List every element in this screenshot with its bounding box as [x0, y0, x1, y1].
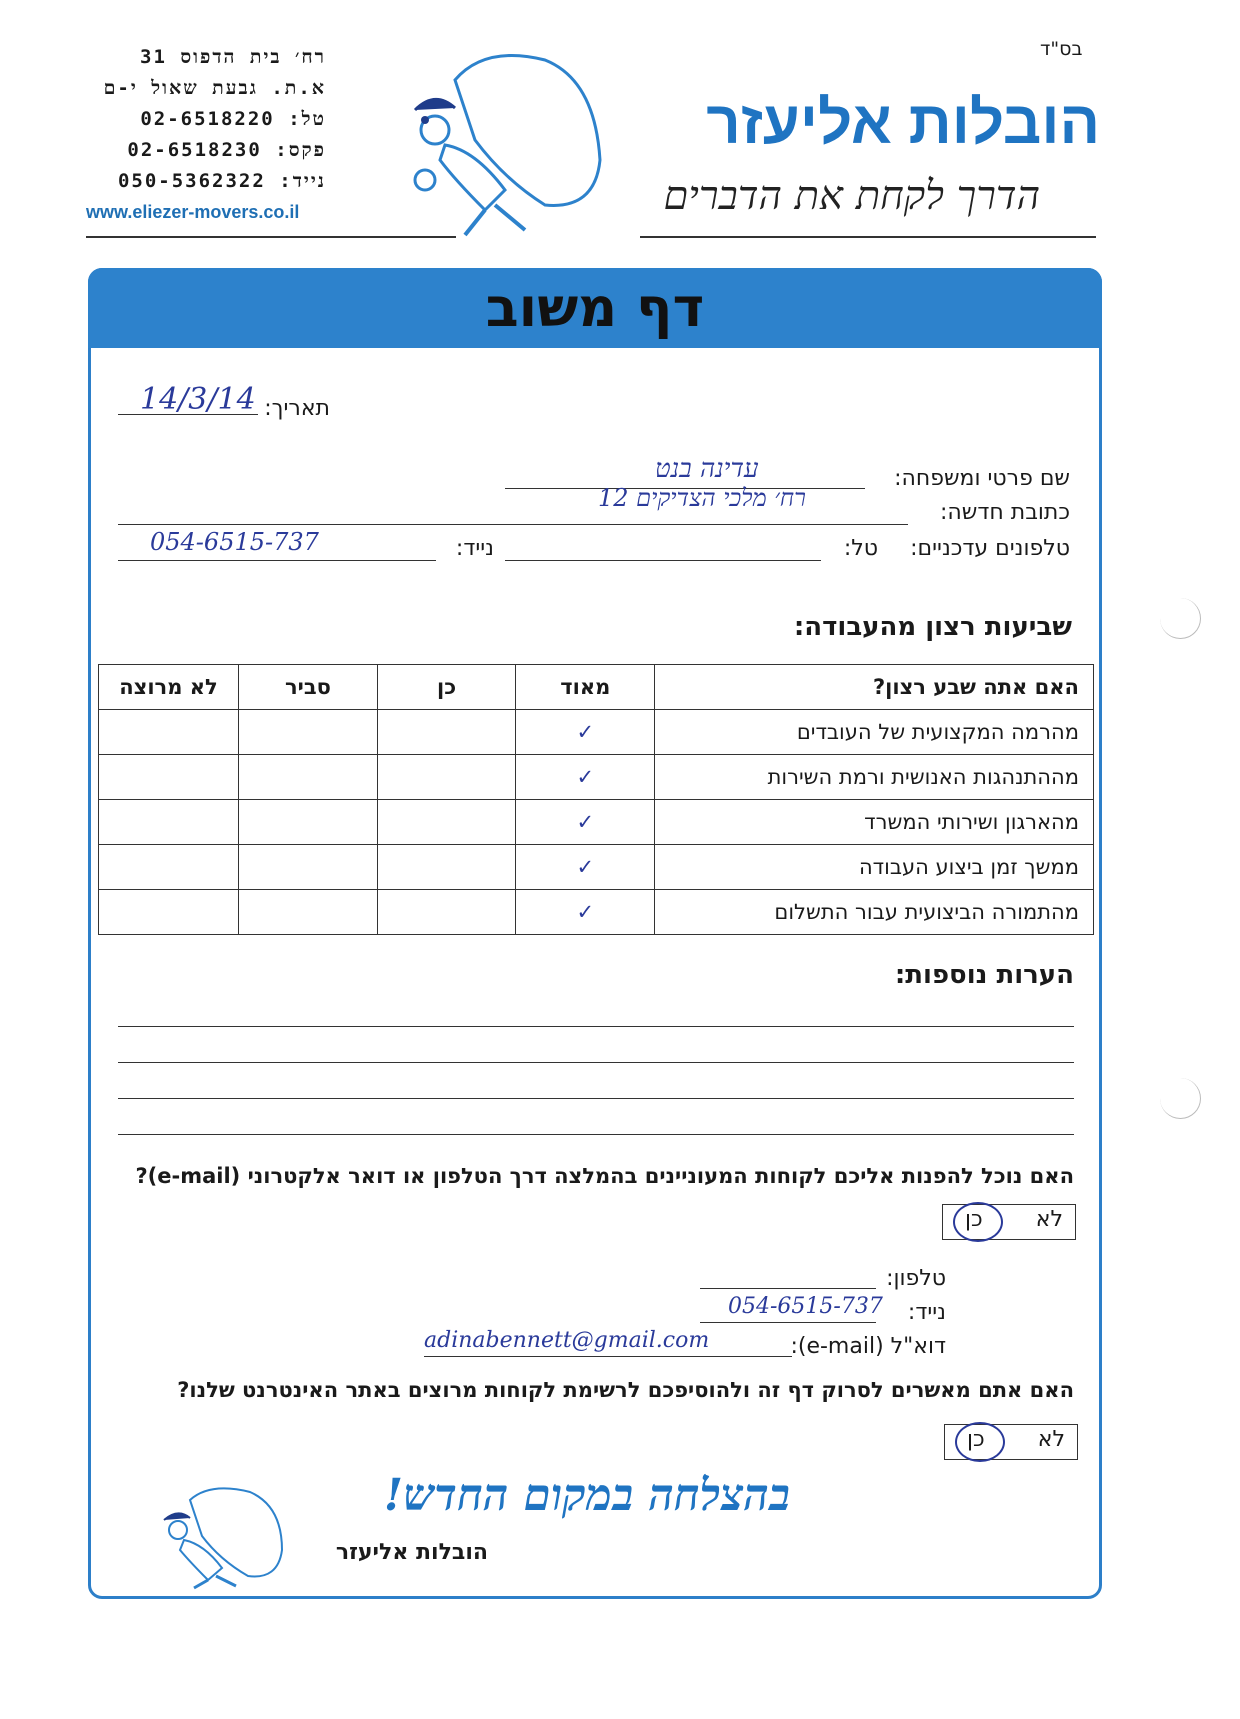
survey-cell-very-checked[interactable]: ✓ — [516, 890, 655, 935]
survey-row — [99, 890, 1094, 935]
survey-cell-very-checked[interactable]: ✓ — [516, 845, 655, 890]
survey-row — [99, 800, 1094, 845]
survey-cell-not-satisfied[interactable] — [99, 890, 239, 935]
survey-cell-yes[interactable] — [378, 890, 516, 935]
survey-cell-fair[interactable] — [238, 890, 377, 935]
contact-mobile-value: 050-5362322 — [117, 170, 266, 192]
survey-cell-very-checked[interactable]: ✓ — [516, 755, 655, 800]
survey-cell-fair[interactable] — [238, 755, 377, 800]
binder-hole — [1160, 1078, 1201, 1119]
phones-label: טלפונים עדכניים: — [910, 536, 1070, 561]
referral-mobile-field[interactable] — [700, 1294, 883, 1323]
publish-no-option[interactable]: לא — [1037, 1427, 1065, 1452]
referral-yes-no-box — [942, 1204, 1076, 1240]
contact-area: א.ת. גבעת שאול י-ם — [103, 77, 326, 99]
address-field[interactable] — [118, 484, 908, 525]
survey-cell-yes[interactable] — [378, 710, 516, 755]
survey-row — [99, 845, 1094, 890]
company-name: הובלות אליעזר — [706, 89, 1100, 156]
contact-fax — [86, 135, 326, 166]
referral-tel-field[interactable] — [700, 1262, 876, 1289]
referral-yes-option[interactable]: כן — [965, 1207, 983, 1232]
form-title: דף משוב — [485, 276, 705, 339]
survey-question: מההתנהגות האנושית ורמת השירות — [655, 755, 1094, 800]
survey-cell-yes[interactable] — [378, 845, 516, 890]
survey-cell-yes[interactable] — [378, 755, 516, 800]
phones-tel-field[interactable] — [505, 530, 821, 561]
survey-table — [98, 664, 1094, 935]
bsd-mark: בס"ד — [1040, 38, 1083, 60]
mover-mascot-icon — [395, 40, 615, 240]
survey-cell-not-satisfied[interactable] — [99, 845, 239, 890]
address-value: רח׳ מלכי הצדיקים 12 — [598, 484, 806, 512]
survey-row — [99, 755, 1094, 800]
contact-mobile-label: נייד: — [279, 170, 326, 192]
phones-tel-label: טל: — [843, 536, 878, 561]
notes-line[interactable] — [118, 1098, 1074, 1099]
mover-mascot-small-icon — [150, 1480, 290, 1590]
survey-section-title: שביעות רצון מהעבודה: — [793, 612, 1072, 642]
referral-yes-selected-circle — [953, 1202, 1003, 1242]
contact-tel-value: 02-6518220 — [140, 108, 275, 130]
survey-question: מהרמה המקצועית של העובדים — [655, 710, 1094, 755]
phones-mobile-field[interactable] — [118, 530, 436, 561]
survey-question: מהתמורה הביצועית עבור התשלום — [655, 890, 1094, 935]
survey-col-yes: כן — [378, 665, 516, 710]
contact-tel-label: טל: — [288, 108, 326, 130]
referral-email-label: דוא"ל (e-mail): — [790, 1334, 946, 1359]
company-signature: הובלות אליעזר — [335, 1540, 488, 1565]
referral-mobile-value: 054-6515-737 — [728, 1294, 883, 1319]
header-divider-left — [86, 236, 456, 238]
notes-section-title: הערות נוספות: — [894, 960, 1074, 990]
publish-question: האם אתם מאשרים לסרוק דף זה ולהוסיפכם לרשימת לקוחות מרוצים באתר האינטרנט שלנו? — [177, 1378, 1074, 1402]
survey-cell-yes[interactable] — [378, 800, 516, 845]
contact-block — [86, 42, 326, 228]
contact-mobile — [86, 166, 326, 197]
survey-col-fair: סביר — [238, 665, 377, 710]
survey-cell-fair[interactable] — [238, 800, 377, 845]
survey-cell-not-satisfied[interactable] — [99, 710, 239, 755]
survey-cell-very-checked[interactable]: ✓ — [516, 800, 655, 845]
contact-fax-value: 02-6518230 — [127, 139, 262, 161]
survey-col-very: מאוד — [516, 665, 655, 710]
company-slogan: הדרך לקחת את הדברים — [663, 173, 1040, 219]
address-label: כתובת חדשה: — [939, 500, 1070, 525]
date-field[interactable] — [118, 384, 258, 415]
notes-line[interactable] — [118, 1026, 1074, 1027]
survey-header-row — [99, 665, 1094, 710]
survey-cell-not-satisfied[interactable] — [99, 755, 239, 800]
survey-col-not-satisfied: לא מרוצה — [99, 665, 239, 710]
name-label: שם פרטי ומשפחה: — [894, 466, 1070, 491]
referral-email-value: adinabennett@gmail.com — [424, 1328, 710, 1353]
survey-question: מהארגון ושירותי המשרד — [655, 800, 1094, 845]
survey-row — [99, 710, 1094, 755]
survey-col-question: האם אתה שבע רצון? — [655, 665, 1094, 710]
contact-fax-label: פקס: — [275, 139, 326, 161]
header-divider-right — [640, 236, 1096, 238]
publish-yes-option[interactable]: כן — [967, 1427, 985, 1452]
survey-cell-fair[interactable] — [238, 845, 377, 890]
phones-mobile-value: 054-6515-737 — [150, 528, 319, 556]
notes-line[interactable] — [118, 1062, 1074, 1063]
website-link[interactable]: www.eliezer-movers.co.il — [86, 202, 300, 222]
date-label: תאריך: — [264, 396, 330, 421]
referral-no-option[interactable]: לא — [1035, 1207, 1063, 1232]
notes-line[interactable] — [118, 1134, 1074, 1135]
survey-cell-very-checked[interactable]: ✓ — [516, 710, 655, 755]
publish-yes-no-box — [944, 1424, 1078, 1460]
binder-hole — [1160, 598, 1201, 639]
survey-cell-not-satisfied[interactable] — [99, 800, 239, 845]
survey-question: ממשך זמן ביצוע העבודה — [655, 845, 1094, 890]
survey-cell-fair[interactable] — [238, 710, 377, 755]
date-value: 14/3/14 — [140, 382, 256, 417]
phones-mobile-label: נייד: — [455, 536, 494, 561]
closing-message: בהצלחה במקום החדש! — [383, 1470, 790, 1521]
referral-question: האם נוכל להפנות אליכם לקוחות המעוניינים בהמלצה דרך הטלפון או דואר אלקטרוני (e-mail)? — [135, 1164, 1074, 1188]
name-value: עדינה בנט — [655, 454, 759, 484]
contact-address: רח׳ בית הדפוס 31 — [140, 46, 326, 68]
referral-email-field[interactable] — [424, 1330, 792, 1357]
contact-tel — [86, 104, 326, 135]
publish-yes-selected-circle — [955, 1422, 1005, 1462]
referral-mobile-label: נייד: — [907, 1300, 946, 1325]
referral-tel-label: טלפון: — [886, 1266, 946, 1291]
